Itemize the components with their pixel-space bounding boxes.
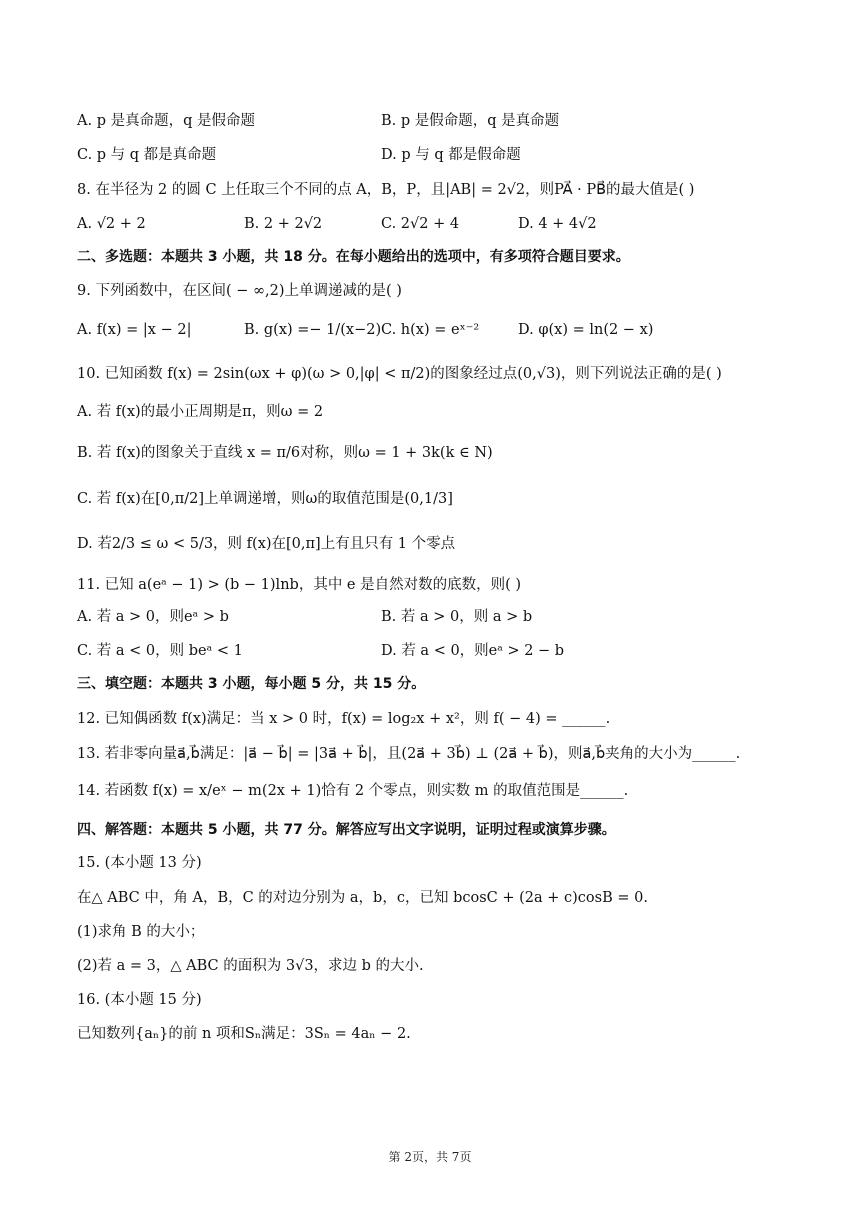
- q7-option-c: C. p 与 q 都是真命题: [77, 147, 217, 163]
- q15-part-1: (1)求角 B 的大小；: [77, 924, 205, 940]
- q9-option-a: A. f(x) = |x − 2|: [77, 322, 192, 338]
- q15-part-2: (2)若 a = 3，△ ABC 的面积为 3√3，求边 b 的大小.: [77, 958, 424, 974]
- q9-option-c: C. h(x) = eˣ⁻²: [381, 322, 480, 338]
- q15-stem: 在△ ABC 中，角 A，B，C 的对边分别为 a，b，c，已知 bcosC + (2a + c)cosB = 0.: [77, 890, 648, 906]
- q11-option-b: B. 若 a > 0，则 a > b: [381, 609, 533, 625]
- q10-option-b: B. 若 f(x)的图象关于直线 x = π/6对称，则ω = 1 + 3k(k ∈ N): [77, 445, 493, 461]
- q8-option-b: B. 2 + 2√2: [244, 216, 323, 232]
- q10-option-a: A. 若 f(x)的最小正周期是π，则ω = 2: [77, 404, 324, 420]
- section-3-heading: 三、填空题：本题共 3 小题，每小题 5 分，共 15 分。: [77, 676, 426, 692]
- q11-option-a: A. 若 a > 0，则eᵃ > b: [77, 609, 229, 625]
- q10-option-c: C. 若 f(x)在[0,π/2]上单调递增，则ω的取值范围是(0,1/3]: [77, 491, 453, 507]
- q10-stem: 10. 已知函数 f(x) = 2sin(ωx + φ)(ω > 0,|φ| < π/2)的图象经过点(0,√3)，则下列说法正确的是( ): [77, 366, 722, 382]
- section-4-heading: 四、解答题：本题共 5 小题，共 77 分。解答应写出文字说明，证明过程或演算步骤。: [77, 822, 616, 838]
- q12: 12. 已知偶函数 f(x)满足：当 x > 0 时，f(x) = log₂x + x²，则 f( − 4) = ______.: [77, 711, 611, 727]
- q9-option-d: D. φ(x) = ln(2 − x): [518, 322, 654, 338]
- q14: 14. 若函数 f(x) = x/eˣ − m(2x + 1)恰有 2 个零点，则实数 m 的取值范围是______.: [77, 783, 629, 799]
- q7-option-b: B. p 是假命题，q 是真命题: [381, 113, 560, 129]
- q7-option-d: D. p 与 q 都是假命题: [381, 147, 521, 163]
- q11-option-d: D. 若 a < 0，则eᵃ > 2 − b: [381, 643, 565, 659]
- q8-option-a: A. √2 + 2: [77, 216, 146, 232]
- q11-option-c: C. 若 a < 0，则 beᵃ < 1: [77, 643, 243, 659]
- q16-title: 16. (本小题 15 分): [77, 992, 202, 1008]
- q9-stem: 9. 下列函数中，在区间( − ∞,2)上单调递减的是( ): [77, 283, 402, 299]
- q16-stem: 已知数列{aₙ}的前 n 项和Sₙ满足：3Sₙ = 4aₙ − 2.: [77, 1026, 411, 1042]
- section-2-heading: 二、多选题：本题共 3 小题，共 18 分。在每小题给出的选项中，有多项符合题目要求。: [77, 249, 630, 265]
- q8-option-c: C. 2√2 + 4: [381, 216, 460, 232]
- q7-option-a: A. p 是真命题，q 是假命题: [77, 113, 255, 129]
- page-footer: 第 2页，共 7页: [388, 1150, 472, 1164]
- q13: 13. 若非零向量a⃗,b⃗满足：|a⃗ − b⃗| = |3a⃗ + b⃗|，且(2a⃗ + 3b⃗) ⊥ (2a⃗ + b⃗)，则a⃗,b⃗夹角的大小为______.: [77, 746, 741, 762]
- q11-stem: 11. 已知 a(eᵃ − 1) > (b − 1)lnb，其中 e 是自然对数的底数，则( ): [77, 577, 522, 593]
- q8-stem: 8. 在半径为 2 的圆 C 上任取三个不同的点 A，B，P，且|AB| = 2√2，则PA⃗ · PB⃗的最大值是( ): [77, 182, 695, 198]
- q8-option-d: D. 4 + 4√2: [518, 216, 597, 232]
- q9-option-b: B. g(x) =− 1/(x−2): [244, 322, 382, 338]
- q15-title: 15. (本小题 13 分): [77, 855, 202, 871]
- q10-option-d: D. 若2/3 ≤ ω < 5/3，则 f(x)在[0,π]上有且只有 1 个零点: [77, 536, 456, 552]
